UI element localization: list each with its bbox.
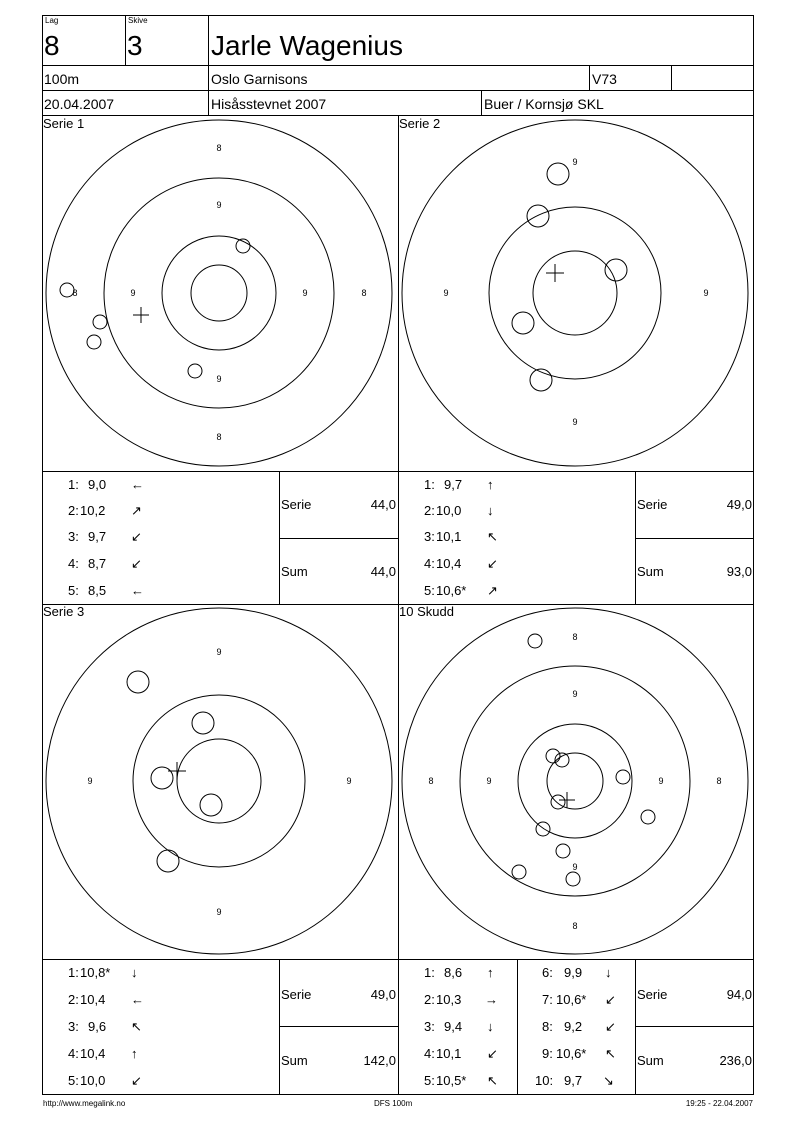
target-ring (402, 608, 748, 954)
shot-direction-arrow: ↓ (487, 1019, 494, 1034)
shot-number: 5: (68, 1073, 79, 1088)
shot-number: 5: (424, 583, 435, 598)
lag-value: 8 (44, 30, 60, 61)
shot-number: 1: (424, 477, 435, 492)
shot-number: 4: (424, 556, 435, 571)
shot-score: 10,6* (556, 1046, 587, 1061)
target-title: 10 Skudd (399, 604, 454, 619)
shot-direction-arrow: → (485, 992, 498, 1007)
shot-direction-arrow: ↗ (487, 583, 498, 598)
sum-label: Sum (281, 564, 308, 579)
shot-direction-arrow: ↖ (487, 1073, 498, 1088)
shot-direction-arrow: ↙ (487, 556, 498, 571)
target-ring (518, 724, 632, 838)
club: Oslo Garnisons (211, 71, 308, 87)
shot-number: 7: (542, 992, 553, 1007)
sum-value: 142,0 (363, 1053, 396, 1068)
ring-number: 9 (572, 157, 578, 167)
shot-number: 10: (535, 1073, 554, 1088)
shot-direction-arrow: ↙ (605, 992, 616, 1007)
ring-number: 8 (428, 776, 434, 786)
shot-score: 8,7 (88, 556, 107, 571)
ring-number: 9 (572, 417, 578, 427)
shot-direction-arrow: ↖ (131, 1019, 142, 1034)
shot-number: 9: (542, 1046, 553, 1061)
ring-number: 9 (216, 374, 222, 384)
shooter-name: Jarle Wagenius (211, 30, 403, 61)
footer-url[interactable]: http://www.megalink.no (43, 1099, 126, 1108)
shot-direction-arrow: ↑ (487, 965, 494, 980)
event: Hisåsstevnet 2007 (211, 96, 327, 112)
ring-number: 9 (346, 776, 352, 786)
shot-number: 3: (424, 1019, 435, 1034)
shot-direction-arrow: ↙ (131, 556, 142, 571)
shot-direction-arrow: ↓ (131, 965, 138, 980)
shot-score: 10,4 (80, 1046, 106, 1061)
class: V73 (592, 71, 617, 87)
serie-label: Serie (281, 497, 312, 512)
shot-number: 2: (424, 503, 435, 518)
shot-score: 9,7 (88, 529, 107, 544)
shot-score: 10,5* (436, 1073, 467, 1088)
ring-number: 9 (130, 288, 136, 298)
target-title: Serie 1 (43, 116, 85, 131)
shot-number: 2: (424, 992, 435, 1007)
bullet-hole (528, 634, 542, 648)
sum-label: Sum (637, 564, 664, 579)
shot-score: 9,0 (88, 477, 107, 492)
shot-score: 10,6* (556, 992, 587, 1007)
shot-number: 1: (68, 477, 79, 492)
shot-score: 10,1 (436, 529, 462, 544)
shot-score: 9,2 (564, 1019, 583, 1034)
serie-value: 49,0 (726, 497, 752, 512)
bullet-hole (641, 810, 655, 824)
ring-number: 8 (572, 921, 578, 931)
shot-direction-arrow: ↑ (487, 477, 494, 492)
serie-label: Serie (637, 497, 668, 512)
shot-direction-arrow: ↓ (605, 965, 612, 980)
shot-score: 10,4 (436, 556, 462, 571)
serie-label: Serie (281, 987, 312, 1002)
shot-direction-arrow: ↙ (487, 1046, 498, 1061)
footer-printed: 19:25 - 22.04.2007 (685, 1099, 753, 1108)
shot-number: 3: (68, 529, 79, 544)
shot-direction-arrow: ↓ (487, 503, 494, 518)
ring-number: 9 (216, 647, 222, 657)
ring-number: 9 (302, 288, 308, 298)
shot-score: 9,6 (88, 1019, 107, 1034)
shot-score: 8,6 (444, 965, 463, 980)
shot-number: 5: (68, 583, 79, 598)
skive-value: 3 (127, 30, 143, 61)
bullet-hole (512, 865, 526, 879)
shot-score: 9,4 (444, 1019, 463, 1034)
shot-score: 9,7 (564, 1073, 583, 1088)
shot-score: 10,2 (80, 503, 106, 518)
shot-direction-arrow: ↙ (131, 1073, 142, 1088)
shot-score: 8,5 (88, 583, 107, 598)
venue: Buer / Kornsjø SKL (484, 96, 604, 112)
shot-number: 4: (424, 1046, 435, 1061)
sum-value: 44,0 (370, 564, 396, 579)
sum-value: 93,0 (726, 564, 752, 579)
shot-number: 4: (68, 556, 79, 571)
shot-score: 10,0 (436, 503, 462, 518)
lag-label: Lag (45, 16, 59, 25)
shot-direction-arrow: ↑ (131, 1046, 138, 1061)
shot-score: 10,8* (80, 965, 111, 980)
shot-number: 3: (424, 529, 435, 544)
bullet-hole (616, 770, 630, 784)
shot-score: 10,4 (80, 992, 106, 1007)
shot-direction-arrow: ↙ (605, 1019, 616, 1034)
ring-number: 9 (486, 776, 492, 786)
bullet-hole (551, 795, 565, 809)
ring-number: 8 (361, 288, 367, 298)
ring-number: 8 (216, 432, 222, 442)
shot-direction-arrow: ↖ (605, 1046, 616, 1061)
ring-number: 9 (216, 200, 222, 210)
target-title: Serie 3 (43, 604, 85, 619)
ring-number: 9 (658, 776, 664, 786)
shot-direction-arrow: ← (131, 583, 144, 598)
ring-number: 8 (572, 632, 578, 642)
bullet-hole (556, 844, 570, 858)
footer-program: DFS 100m (374, 1099, 413, 1108)
shot-direction-arrow: ↖ (487, 529, 498, 544)
shot-score: 10,3 (436, 992, 462, 1007)
bullet-hole (536, 822, 550, 836)
ring-number: 8 (716, 776, 722, 786)
ring-number: 8 (216, 143, 222, 153)
serie-label: Serie (637, 987, 668, 1002)
shot-number: 2: (68, 503, 79, 518)
shot-direction-arrow: ← (131, 992, 144, 1007)
date: 20.04.2007 (44, 96, 115, 112)
ring-number: 9 (443, 288, 449, 298)
sum-label: Sum (637, 1053, 664, 1068)
shot-number: 1: (424, 965, 435, 980)
shot-score: 10,6* (436, 583, 467, 598)
shot-score: 10,1 (436, 1046, 462, 1061)
ring-number: 9 (216, 907, 222, 917)
shot-direction-arrow: ↙ (131, 529, 142, 544)
ring-number: 9 (572, 862, 578, 872)
shot-number: 5: (424, 1073, 435, 1088)
ring-number: 9 (87, 776, 93, 786)
bullet-hole (546, 749, 560, 763)
distance: 100m (44, 71, 80, 87)
ring-number: 9 (703, 288, 709, 298)
shot-score: 10,0 (80, 1073, 106, 1088)
shot-number: 6: (542, 965, 553, 980)
sum-value: 236,0 (719, 1053, 752, 1068)
shot-direction-arrow: ↘ (603, 1073, 614, 1088)
bullet-hole (566, 872, 580, 886)
ring-number: 8 (72, 288, 78, 298)
serie-value: 44,0 (370, 497, 396, 512)
shot-number: 4: (68, 1046, 79, 1061)
shot-direction-arrow: ↗ (131, 503, 142, 518)
serie-value: 94,0 (726, 987, 752, 1002)
shot-number: 2: (68, 992, 79, 1007)
shot-score: 9,9 (564, 965, 583, 980)
shot-number: 8: (542, 1019, 553, 1034)
shot-number: 3: (68, 1019, 79, 1034)
ring-number: 9 (572, 689, 578, 699)
skive-label: Skive (128, 16, 148, 25)
serie-value: 49,0 (370, 987, 396, 1002)
shot-score: 9,7 (444, 477, 463, 492)
shot-direction-arrow: ← (131, 477, 144, 492)
sum-label: Sum (281, 1053, 308, 1068)
shot-number: 1: (68, 965, 79, 980)
target-title: Serie 2 (399, 116, 441, 131)
